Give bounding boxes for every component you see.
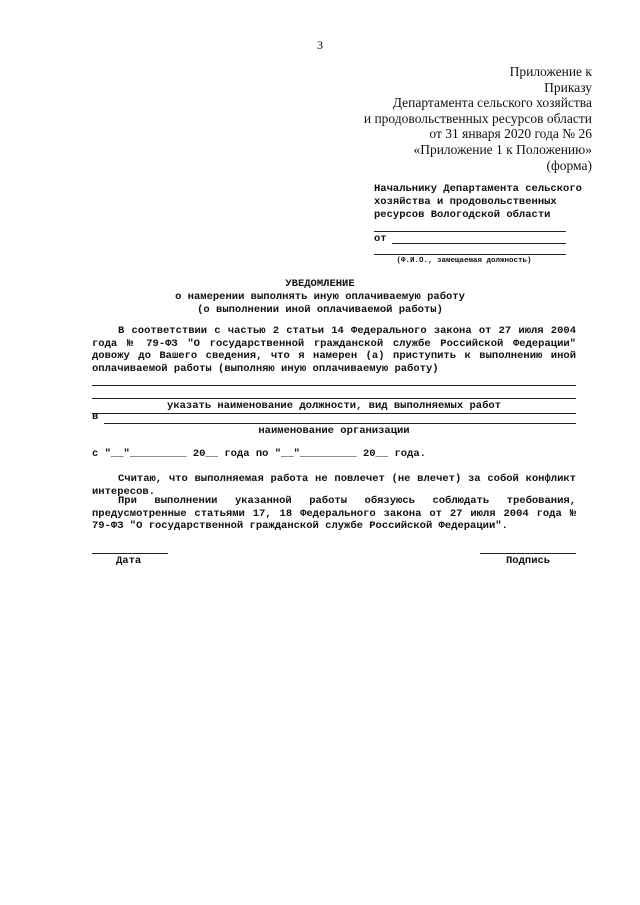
appendix-line: «Приложение 1 к Положению» (413, 141, 592, 157)
appendix-line: (форма) (546, 157, 592, 173)
appendix-line: от 31 января 2020 года № 26 (429, 126, 592, 142)
page-number: 3 (317, 38, 323, 52)
addressee-caption: (Ф.И.О., замещаемая должность) (396, 257, 532, 265)
signature-label: Подпись (506, 555, 551, 567)
appendix-line: Приложение к (509, 64, 592, 79)
blank-line (92, 398, 576, 399)
from-blank-line (392, 243, 566, 244)
organization-caption: наименование организации (258, 425, 410, 437)
paragraph-text: Считаю, что выполняемая работа не повлечет (не влечет) за собой конфликт интересов. (92, 473, 576, 498)
from-label: от (374, 233, 387, 245)
appendix-header (364, 64, 592, 173)
blank-line (92, 413, 576, 414)
in-label: в (92, 411, 99, 423)
addressee-block (374, 183, 594, 222)
document-title: УВЕДОМЛЕНИЕ (285, 278, 355, 290)
dates-line: с "__"_________ 20__ года по "__"_________ 20__ года. (92, 448, 426, 460)
paragraph-text: В соответствии с частью 2 статьи 14 Федерального закона от 27 июля 2004 года № 79-ФЗ "О государственной гражданской службе Российской Федерации" довожу до Вашего сведения, что я намерен (а) приступить к выполнению иной оплачиваемой работы (выполняю иную оплачиваемую работу) (92, 325, 576, 375)
appendix-line: Приказу (544, 79, 592, 95)
addressee-blank-line (374, 231, 566, 232)
date-label: Дата (116, 555, 142, 567)
addressee-blank-line-2 (374, 254, 566, 255)
appendix-line: и продовольственных ресурсов области (363, 110, 592, 126)
title-line-2: (о выполнении иной оплачиваемой работы) (197, 304, 443, 316)
paragraph-legal-basis (92, 325, 576, 375)
date-blank-line (92, 553, 168, 554)
appendix-line: Департамента сельского хозяйства (392, 95, 592, 111)
organization-blank-line (104, 423, 576, 424)
paragraph-obligation (92, 495, 576, 533)
addressee-line: хозяйства и продовольственных (374, 196, 557, 208)
signature-blank-line (480, 553, 576, 554)
blank-line (92, 385, 576, 386)
title-line-1: о намерении выполнять иную оплачиваемую работу (175, 291, 465, 303)
addressee-line: ресурсов Вологодской области (374, 209, 551, 221)
position-caption: указать наименование должности, вид выполняемых работ (167, 400, 501, 412)
addressee-line: Начальнику Департамента сельского (374, 183, 582, 195)
paragraph-text: При выполнении указанной работы обязуюсь соблюдать требования, предусмотренные статьями 17, 18 Федерального закона от 27 июля 2004 года № 79-ФЗ "О государственной гражданской службе Российской Федерации". (92, 495, 576, 532)
